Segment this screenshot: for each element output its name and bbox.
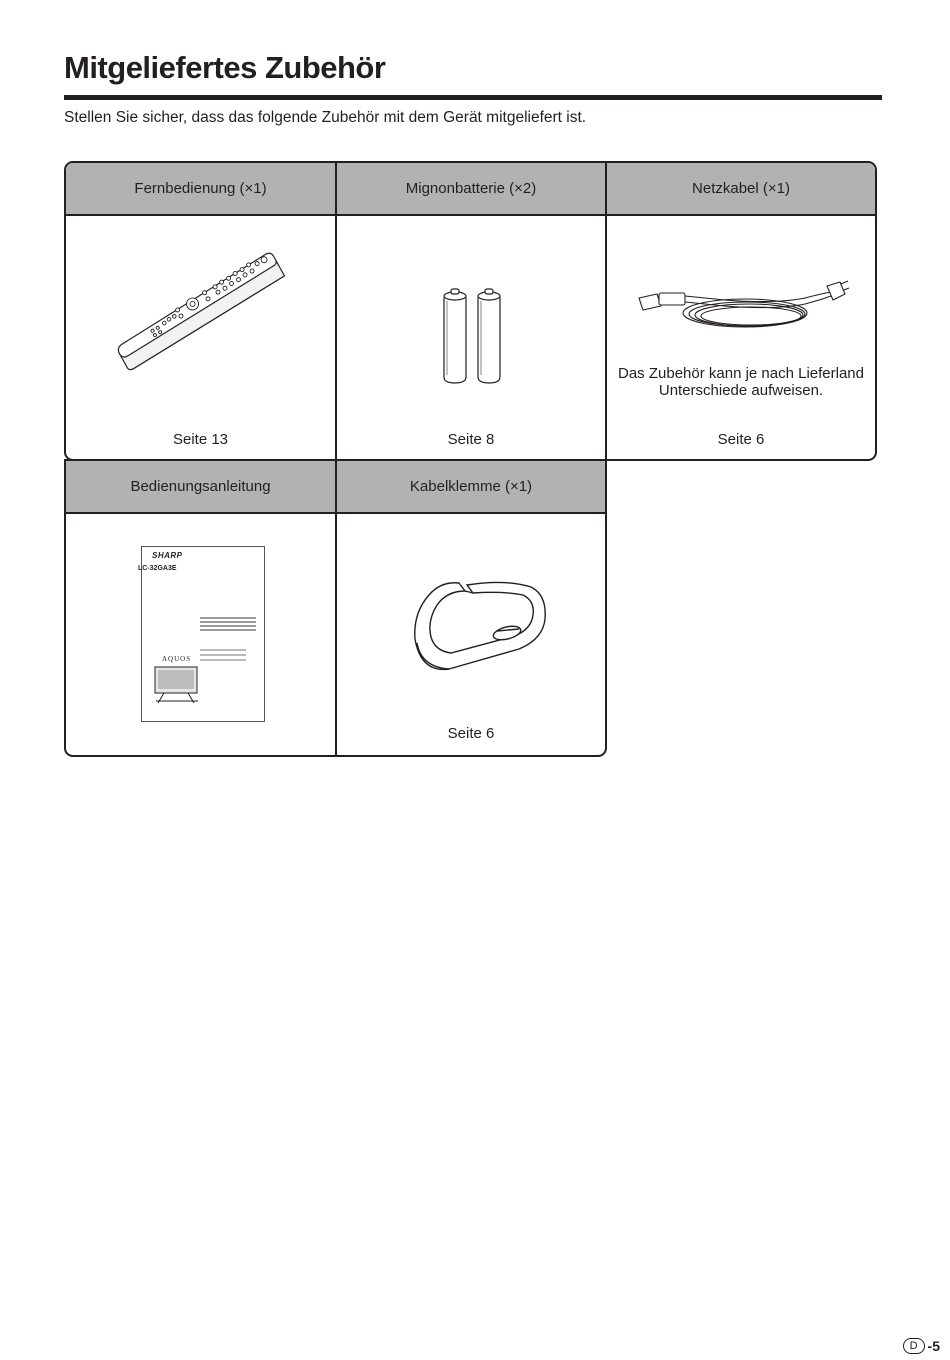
accessory-header: Mignonbatterie (×2) xyxy=(337,163,605,216)
text-line xyxy=(200,629,256,631)
page-footer xyxy=(903,1338,940,1354)
text-line xyxy=(200,625,256,627)
accessory-row-1 xyxy=(64,161,877,461)
text-line xyxy=(200,621,256,623)
text-line xyxy=(200,617,256,619)
title-rule xyxy=(64,95,882,100)
accessory-cell-batteries xyxy=(337,163,605,459)
page-reference: Seite 6 xyxy=(717,431,765,448)
manual-series: AQUOS xyxy=(162,655,192,663)
accessory-header: Kabelklemme (×1) xyxy=(337,461,605,514)
text-line xyxy=(200,654,246,656)
page-reference: Seite 13 xyxy=(172,431,229,448)
text-line xyxy=(200,649,246,651)
text-line xyxy=(200,659,246,661)
power-cord-icon xyxy=(635,278,850,338)
availability-note-line-2: Unterschiede aufweisen. xyxy=(658,382,824,399)
manual-model: LC-32GA3E xyxy=(138,565,177,572)
accessory-cell-remote xyxy=(66,163,335,459)
manual-icon xyxy=(138,546,265,722)
page-reference: Seite 6 xyxy=(447,725,495,742)
remote-control-icon xyxy=(106,237,296,389)
batteries-icon xyxy=(437,287,507,387)
availability-note-line-1: Das Zubehör kann je nach Lieferland xyxy=(618,365,864,382)
manual-brand: SHARP xyxy=(152,551,183,560)
accessory-table xyxy=(64,161,877,757)
accessory-header: Bedienungsanleitung xyxy=(66,461,335,514)
accessory-row-2 xyxy=(64,459,607,757)
accessory-cell-power-cord xyxy=(607,163,875,459)
page-number: -5 xyxy=(927,1338,940,1354)
accessory-cell-cable-clamp xyxy=(337,461,605,755)
page-reference: Seite 8 xyxy=(447,431,495,448)
intro-text: Stellen Sie sicher, dass das folgende Zubehör mit dem Gerät mitgeliefert ist. xyxy=(64,109,587,126)
accessory-header: Fernbedienung (×1) xyxy=(66,163,335,216)
cable-clamp-icon xyxy=(407,573,549,683)
region-badge: D xyxy=(903,1338,925,1354)
accessory-header: Netzkabel (×1) xyxy=(607,163,875,216)
page-title: Mitgeliefertes Zubehör xyxy=(64,50,386,85)
accessory-cell-manual xyxy=(66,461,335,755)
tv-icon xyxy=(152,665,202,705)
